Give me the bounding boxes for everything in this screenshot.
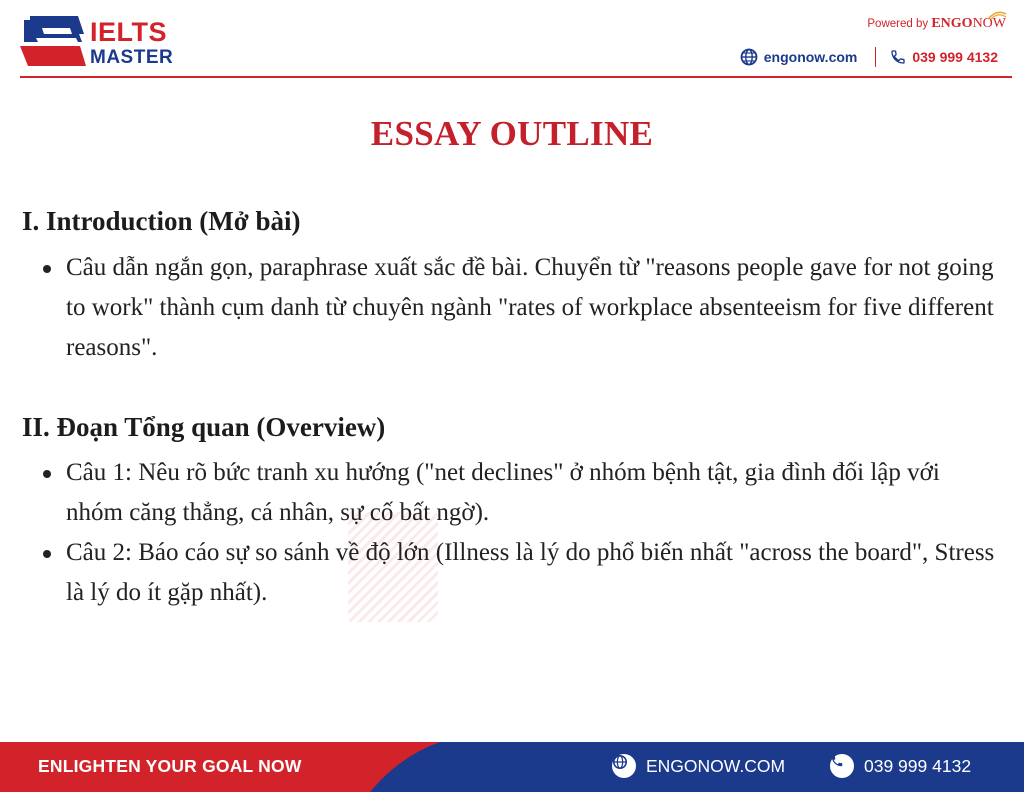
ielts-master-logo	[20, 14, 200, 72]
overview-bullet-list	[42, 453, 1002, 613]
header-phone-text: 039 999 4132	[912, 49, 998, 65]
phone-icon	[890, 49, 906, 65]
header-contact	[740, 46, 998, 68]
footer-bar	[0, 742, 1024, 792]
logo-text-bottom: MASTER	[90, 47, 174, 68]
list-item: Câu dẫn ngắn gọn, paraphrase xuất sắc đề bài. Chuyển từ "reasons people gave for not going to work" thành cụm danh từ chuyên ngành "rates of workplace absenteeism for five different reasons".	[42, 248, 1002, 368]
sunburst-icon	[986, 8, 1008, 20]
powered-brand-light: NOW	[972, 16, 1006, 31]
powered-brand-bold: ENGO	[931, 16, 973, 31]
footer-website-text: ENGONOW.COM	[646, 755, 786, 776]
header-divider	[20, 76, 1012, 78]
header-phone-link[interactable]	[890, 49, 998, 65]
logo-mark-icon	[20, 14, 88, 70]
footer-phone-link[interactable]	[830, 754, 971, 778]
globe-icon	[740, 48, 758, 66]
globe-icon	[612, 754, 636, 778]
list-item: Câu 1: Nêu rõ bức tranh xu hướng ("net declines" ở nhóm bệnh tật, gia đình đối lập với nhóm căng thẳng, cá nhân, sự cố bất ngờ).	[42, 453, 1002, 533]
page-title: ESSAY OUTLINE	[370, 114, 654, 153]
footer-phone-text: 039 999 4132	[864, 755, 972, 776]
footer-website-link[interactable]	[612, 754, 785, 778]
list-item: Câu 2: Báo cáo sự so sánh về độ lớn (Illness là lý do phổ biến nhất "across the board", Stress là lý do ít gặp nhất).	[42, 533, 1002, 613]
logo-text-top: IELTS	[90, 17, 168, 47]
phone-icon	[830, 754, 854, 778]
footer-slogan: ENLIGHTEN YOUR GOAL NOW	[38, 756, 302, 776]
header-contact-divider	[875, 47, 876, 67]
powered-prefix: Powered by	[867, 18, 932, 30]
section-heading-overview: II. Đoạn Tổng quan (Overview)	[22, 412, 386, 442]
section-heading-introduction: I. Introduction (Mở bài)	[22, 206, 301, 236]
introduction-bullet-list	[42, 248, 1002, 368]
header-website-link[interactable]	[740, 48, 858, 66]
header-website-text: engonow.com	[763, 49, 858, 65]
powered-by	[867, 16, 1006, 32]
